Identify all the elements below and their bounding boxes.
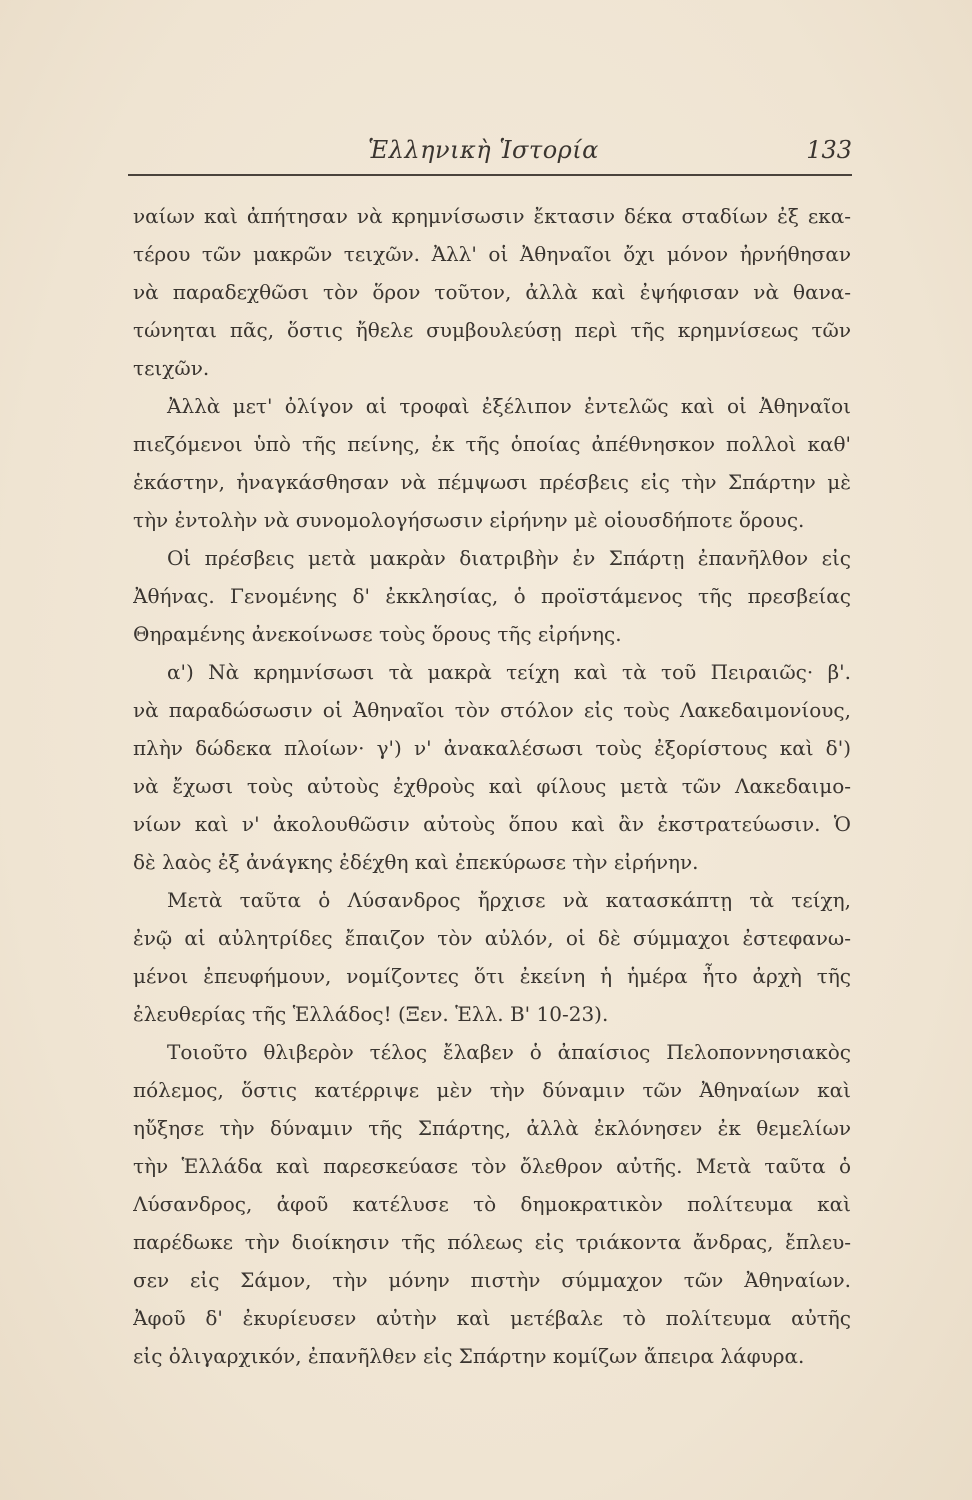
text-line: Λύσανδρος, ἀφοῦ κατέλυσε τὸ δημοκρατικὸν πολίτευμα καὶ xyxy=(133,1192,851,1216)
text-line: εἰς ὀλιγαρχικόν, ἐπανῆλθεν εἰς Σπάρτην κομίζων ἄπειρα λάφυρα. xyxy=(133,1344,805,1368)
text-line: α') Νὰ κρημνίσωσι τὰ μακρὰ τείχη καὶ τὰ τοῦ Πειραιῶς· β'. xyxy=(167,660,851,684)
text-line: ἑκάστην, ἠναγκάσθησαν νὰ πέμψωσι πρέσβεις εἰς τὴν Σπάρτην μὲ xyxy=(133,470,851,494)
body-text xyxy=(133,197,851,1375)
header-rule xyxy=(128,174,852,176)
text-line: Μετὰ ταῦτα ὁ Λύσανδρος ἤρχισε νὰ κατασκάπτῃ τὰ τείχη, xyxy=(167,888,851,912)
text-line: ηὔξησε τὴν δύναμιν τῆς Σπάρτης, ἀλλὰ ἐκλόνησεν ἐκ θεμελίων xyxy=(133,1116,851,1140)
text-line: Ἀλλὰ μετ' ὀλίγον αἱ τροφαὶ ἐξέλιπον ἐντελῶς καὶ οἱ Ἀθηναῖοι xyxy=(167,394,851,418)
text-line: τέρου τῶν μακρῶν τειχῶν. Ἀλλ' οἱ Ἀθηναῖοι ὄχι μόνον ἠρνήθησαν xyxy=(133,242,851,266)
text-line: δὲ λαὸς ἐξ ἀνάγκης ἐδέχθη καὶ ἐπεκύρωσε τὴν εἰρήνην. xyxy=(133,850,699,874)
text-line: ἐνῷ αἱ αὐλητρίδες ἔπαιζον τὸν αὐλόν, οἱ δὲ σύμμαχοι ἐστεφανω- xyxy=(133,926,851,950)
text-line: ναίων καὶ ἀπήτησαν νὰ κρημνίσωσιν ἔκτασιν δέκα σταδίων ἐξ εκα- xyxy=(133,204,851,228)
text-line: Ἀφοῦ δ' ἐκυρίευσεν αὐτὴν καὶ μετέβαλε τὸ πολίτευμα αὐτῆς xyxy=(133,1306,851,1330)
text-line: πλὴν δώδεκα πλοίων· γ') ν' ἀνακαλέσωσι τοὺς ἐξορίστους καὶ δ') xyxy=(133,736,851,760)
page-number: 133 xyxy=(806,136,852,164)
text-line: τώνηται πᾶς, ὅστις ἤθελε συμβουλεύσῃ περὶ τῆς κρημνίσεως τῶν xyxy=(133,318,851,342)
text-line: Θηραμένης ἀνεκοίνωσε τοὺς ὅρους τῆς εἰρήνης. xyxy=(133,622,622,646)
page-header xyxy=(128,136,852,170)
text-line: μένοι ἐπευφήμουν, νομίζοντες ὅτι ἐκείνη ἡ ἡμέρα ἦτο ἀρχὴ τῆς xyxy=(133,964,851,988)
text-line: νίων καὶ ν' ἀκολουθῶσιν αὐτοὺς ὅπου καὶ ἂν ἐκστρατεύωσιν. Ὁ xyxy=(133,812,851,836)
running-title: Ἑλληνικὴ Ἱστορία xyxy=(368,136,599,164)
text-line: Ἀθήνας. Γενομένης δ' ἐκκλησίας, ὁ προϊστάμενος τῆς πρεσβείας xyxy=(133,584,851,608)
text-line: τὴν Ἑλλάδα καὶ παρεσκεύασε τὸν ὄλεθρον αὐτῆς. Μετὰ ταῦτα ὁ xyxy=(133,1154,851,1178)
text-line: νὰ παραδεχθῶσι τὸν ὅρον τοῦτον, ἀλλὰ καὶ ἐψήφισαν νὰ θανα- xyxy=(133,280,851,304)
text-line: πιεζόμενοι ὑπὸ τῆς πείνης, ἐκ τῆς ὁποίας ἀπέθνησκον πολλοὶ καθ' xyxy=(133,432,851,456)
text-line: νὰ ἔχωσι τοὺς αὐτοὺς ἐχθροὺς καὶ φίλους μετὰ τῶν Λακεδαιμο- xyxy=(133,774,851,798)
text-line: παρέδωκε τὴν διοίκησιν τῆς πόλεως εἰς τριάκοντα ἄνδρας, ἔπλευ- xyxy=(133,1230,851,1254)
text-line: σεν εἰς Σάμον, τὴν μόνην πιστὴν σύμμαχον τῶν Ἀθηναίων. xyxy=(133,1268,851,1292)
text-line: τὴν ἐντολὴν νὰ συνομολογήσωσιν εἰρήνην μὲ οἱουσδήποτε ὅρους. xyxy=(133,508,805,532)
text-line: ἐλευθερίας τῆς Ἑλλάδος! (Ξεν. Ἑλλ. Β' 10-23). xyxy=(133,1002,609,1026)
text-line: νὰ παραδώσωσιν οἱ Ἀθηναῖοι τὸν στόλον εἰς τοὺς Λακεδαιμονίους, xyxy=(133,698,851,722)
text-line: Οἱ πρέσβεις μετὰ μακρὰν διατριβὴν ἐν Σπάρτῃ ἐπανῆλθον εἰς xyxy=(167,546,851,570)
text-line: Τοιοῦτο θλιβερὸν τέλος ἔλαβεν ὁ ἀπαίσιος Πελοποννησιακὸς xyxy=(167,1040,851,1064)
text-line: τειχῶν. xyxy=(133,356,210,380)
text-line: πόλεμος, ὅστις κατέρριψε μὲν τὴν δύναμιν τῶν Ἀθηναίων καὶ xyxy=(133,1078,851,1102)
